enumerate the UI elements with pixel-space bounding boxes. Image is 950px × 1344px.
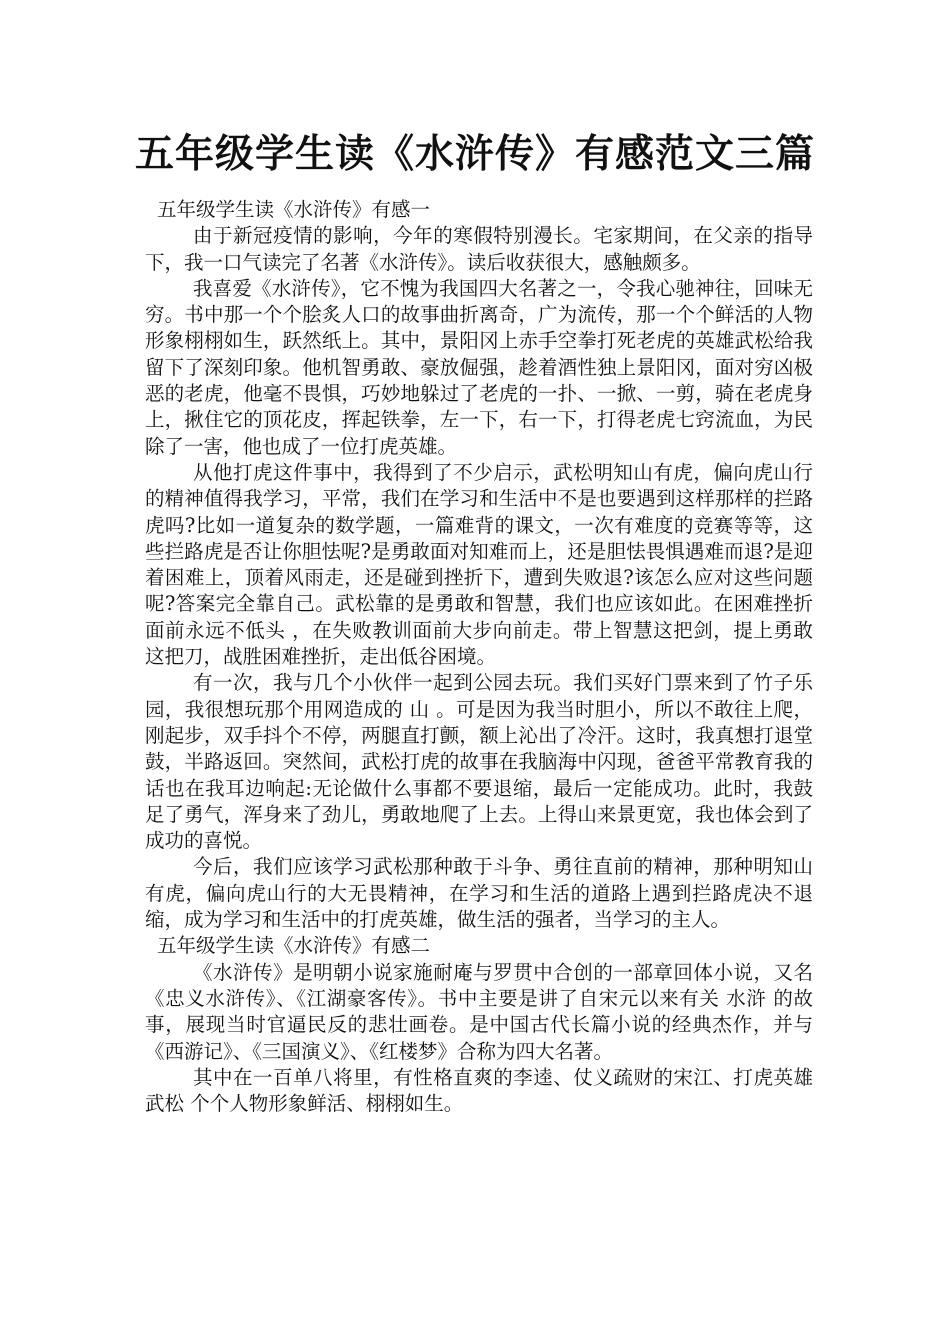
paragraph: 有一次，我与几个小伙伴一起到公园去玩。我们买好门票来到了竹子乐园，我很想玩那个用网造成的 山 。可是因为我当时胆小，所以不敢往上爬，刚起步，双手抖个不停，两腿直打颤，额上沁出了冷汗。这时，我真想打退堂鼓，半路返回。突然间，武松打虎的故事在我脑海中闪现，爸爸平常教育我的话也在我耳边响起:无论做什么事都不要退缩，最后一定能成功。此时，我鼓足了勇气，浑身来了劲儿，勇敢地爬了上去。上得山来景更宽，我也体会到了成功的喜悦。 [145,671,813,853]
paragraph: 从他打虎这件事中，我得到了不少启示，武松明知山有虎，偏向虎山行的精神值得我学习，平常，我们在学习和生活中不是也要遇到这样那样的拦路虎吗?比如一道复杂的数学题，一篇难背的课文，一次有难度的竞赛等等，这些拦路虎是否让你胆怯呢?是勇敢面对知难而上，还是胆怯畏惧遇难而退?是迎着困难上，顶着风雨走，还是碰到挫折下，遭到失败退?该怎么应对这些问题呢?答案完全靠自己。武松靠的是勇敢和智慧，我们也应该如此。在困难挫折面前永远不低头 ，在失败教训面前大步向前走。带上智慧这把剑，提上勇敢这把刀，战胜困难挫折，走出低谷困境。 [145,460,813,669]
paragraph: 《水浒传》是明朝小说家施耐庵与罗贯中合创的一部章回体小说，又名《忠义水浒传》、《江湖豪客传》。书中主要是讲了自宋元以来有关 水浒 的故事，展现当时官逼民反的悲壮画卷。是中国古代长篇小说的经典杰作，并与《西游记》、《三国演义》、《红楼梦》合称为四大名著。 [145,960,813,1063]
paragraph: 其中在一百单八将里，有性格直爽的李逵、仗义疏财的宋江、打虎英雄武松 个个人物形象鲜活、栩栩如生。 [145,1065,813,1116]
document-title: 五年级学生读《水浒传》有感范文三篇 [134,132,815,177]
paragraph: 今后，我们应该学习武松那种敢于斗争、勇往直前的精神，那种明知山有虎，偏向虎山行的大无畏精神，在学习和生活的道路上遇到拦路虎决不退缩，成为学习和生活中的打虎英雄，做生活的强者，当学习的主人。 [145,855,813,932]
section-heading: 五年级学生读《水浒传》有感二 [157,934,431,958]
essay-section-1 [145,197,813,933]
document-body [145,197,813,1117]
section-heading: 五年级学生读《水浒传》有感一 [157,198,431,221]
essay-section-2 [145,933,813,1117]
paragraph: 由于新冠疫情的影响，今年的寒假特别漫长。宅家期间，在父亲的指导下，我一口气读完了名著《水浒传》。读后收获很大，感触颇多。 [145,224,813,274]
paragraph: 我喜爱《水浒传》，它不愧为我国四大名著之一，令我心驰神往，回味无穷。书中那一个个脍炙人口的故事曲折离奇，广为流传，那一个个鲜活的人物形象栩栩如生，跃然纸上。其中，景阳冈上赤手空拳打死老虎的英雄武松给我留下了深刻印象。他机智勇敢、豪放倔强，趁着酒性独上景阳冈，面对穷凶极恶的老虎，他毫不畏惧，巧妙地躲过了老虎的一扑、一掀、一剪，骑在老虎身上，揪住它的顶花皮，挥起铁拳，左一下，右一下，打得老虎七窍流血，为民除了一害，他也成了一位打虎英雄。 [145,276,813,458]
